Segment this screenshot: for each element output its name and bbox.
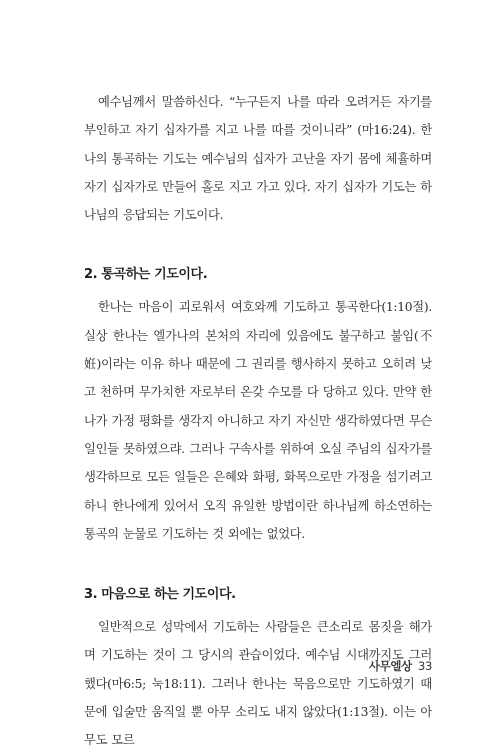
page-number: 33 [417, 659, 432, 673]
section-2-paragraph [84, 293, 432, 548]
page-content [84, 88, 432, 755]
section-2-heading: 2. 통곡하는 기도이다. [84, 267, 208, 283]
section-spacer [84, 548, 432, 585]
section-3-paragraph [84, 613, 432, 754]
section-2-paragraph-text: 한나는 마음이 괴로워서 여호와께 기도하고 통곡한다(1:10절). 실상 한나는 엘가나의 본처의 자리에 있음에도 불구하고 불임(不姙)이라는 이유 하나 때문에 그 권리를 행사하지 못하고 오히려 낮고 천하며 무가치한 자로부터 온갖 수모를 다 당하고 있다. 만약 한나가 가정 평화를 생각지 아니하고 자기 자신만 생각하였다면 무슨 일인들 못하였으랴. 그러나 구속사를 위하여 오실 주님의 십자가를 생각하므로 모든 일들은 은혜와 화평, 화목으로만 가정을 섬기려고 하니 한나에게 있어서 오직 유일한 방법이란 하나님께 하소연하는 통곡의 눈물로 기도하는 것 외에는 없었다. [84, 300, 432, 541]
intro-paragraph [84, 88, 432, 229]
section-3-heading: 3. 마음으로 하는 기도이다. [84, 587, 236, 603]
heading-spacer [84, 605, 432, 613]
page-footer [369, 658, 432, 674]
section-spacer [84, 229, 432, 265]
section-3-paragraph-text: 일반적으로 성막에서 기도하는 사람들은 큰소리로 몸짓을 해가며 기도하는 것이 그 당시의 관습이었다. 예수님 시대까지도 그러했다(마6:5; 눅18:11). 그러나 한나는 묵음으로만 기도하였기 때문에 입술만 움직일 뿐 아무 소리도 내지 않았다(1:13절). 이는 아무도 모르 [84, 620, 432, 748]
running-title: 사무엘상 [368, 659, 412, 673]
heading-spacer [84, 285, 432, 293]
intro-paragraph-text: 예수님께서 말씀하신다. “누구든지 나를 따라 오려거든 자기를 부인하고 자기 십자가를 지고 나를 따를 것이니라” (마16:24). 한나의 통곡하는 기도는 예수님의 십자가 고난을 자기 몸에 체휼하며 자기 십자가로 만들어 홀로 지고 가고 있다. 자기 십자가 기도는 하나님의 응답되는 기도이다. [84, 95, 432, 223]
